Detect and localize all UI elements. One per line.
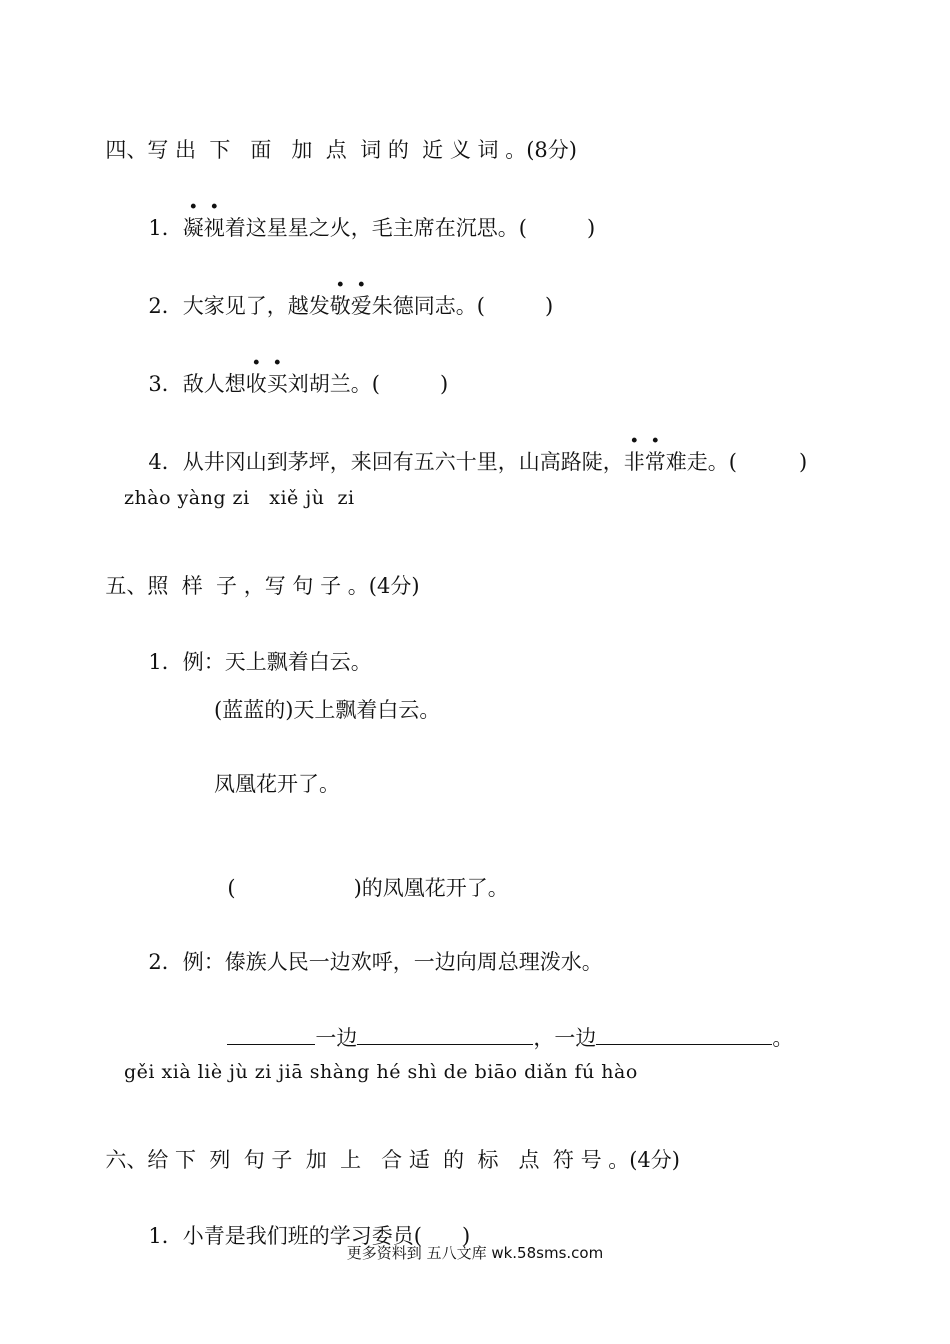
- section5-heading: 五、照 样 子 ，写 句 子 。(4分): [105, 574, 420, 598]
- section6-heading: 六、给 下 列 句 子 加 上 合 适 的 标 点 符 号 。(4分): [105, 1148, 680, 1172]
- dotted-char: 常: [644, 450, 666, 474]
- dotted-char: 敬: [329, 294, 351, 318]
- section6-item-1: 1．小青是我们班的学习委员( ): [148, 1224, 471, 1248]
- dotted-char: 非: [623, 450, 645, 474]
- dotted-char: 凝: [182, 216, 204, 240]
- dotted-char: 买: [266, 372, 288, 396]
- dotted-char: 视: [203, 216, 225, 240]
- dotted-char: 收: [245, 372, 267, 396]
- dotted-char: 爱: [350, 294, 372, 318]
- section4-heading: 四、写 出 下 面 加 点 词 的 近 义 词 。(8分): [105, 138, 577, 162]
- section4-item-1: 1．凝视着这星星之火，毛主席在沉思。( ): [148, 216, 596, 240]
- section5-item-1-answer: ( )的凤凰花开了。: [227, 876, 509, 900]
- section6-pinyin: gěi xià liè jù zi jiā shàng hé shì de biāo diǎn fú hào: [124, 1061, 638, 1083]
- section4-item-3: 3．敌人想收买刘胡兰。( ): [148, 372, 449, 396]
- section4-item-4: 4．从井冈山到茅坪，来回有五六十里，山高路陡，非常难走。( ): [148, 450, 808, 474]
- section5-item-1-prompt: 凤凰花开了。: [214, 772, 340, 796]
- section5-item-1-example: (蓝蓝的)天上飘着白云。: [214, 698, 441, 722]
- answer-blank[interactable]: [357, 1024, 533, 1045]
- section5-item-2-answer: 一边 ，一边 。: [214, 996, 793, 1052]
- section5-item-1-label: 1．例：天上飘着白云。: [148, 650, 372, 674]
- footer-watermark: 更多资料到 五八文库 wk.58sms.com: [346, 1244, 604, 1262]
- answer-blank[interactable]: [596, 1024, 772, 1045]
- section5-item-2-label: 2．例：傣族人民一边欢呼，一边向周总理泼水。: [148, 950, 603, 974]
- answer-blank[interactable]: [227, 1024, 315, 1045]
- section5-pinyin: zhào yàng zi xiě jù zi: [124, 487, 355, 509]
- section4-item-2: 2．大家见了，越发敬爱朱德同志。( ): [148, 294, 554, 318]
